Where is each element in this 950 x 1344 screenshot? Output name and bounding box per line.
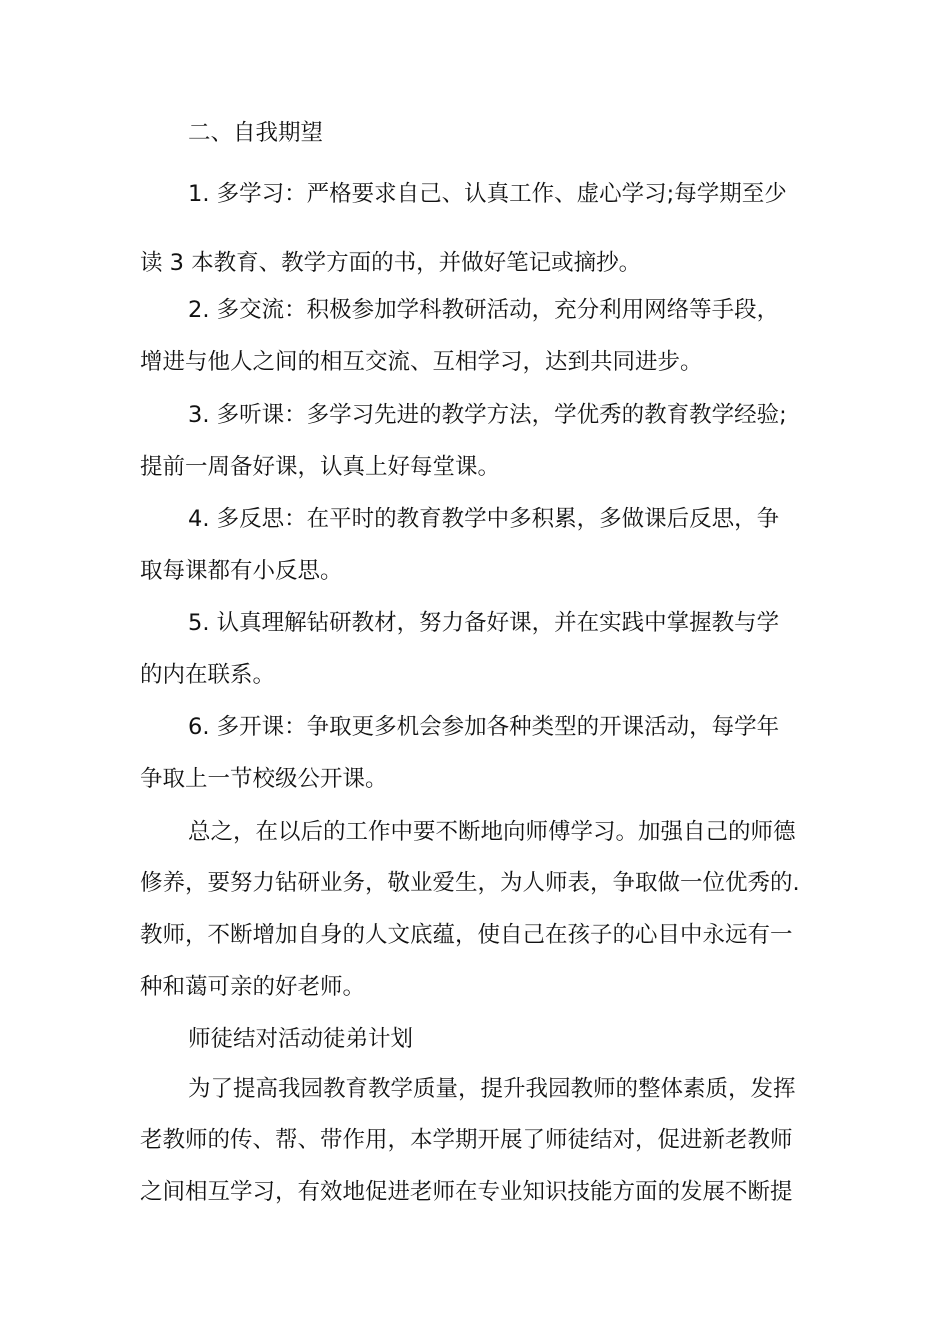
text-line: 1. 多学习：严格要求自己、认真工作、虚心学习;每学期至少 bbox=[188, 181, 787, 207]
section-heading: 二、自我期望 bbox=[188, 120, 324, 146]
text-line: 6. 多开课：争取更多机会参加各种类型的开课活动，每学年 bbox=[188, 714, 780, 740]
text-line: 5. 认真理解钻研教材，努力备好课，并在实践中掌握教与学 bbox=[188, 610, 780, 636]
section-heading: 师徒结对活动徒弟计划 bbox=[188, 1026, 414, 1052]
text-line: 总之，在以后的工作中要不断地向师傅学习。加强自己的师德 bbox=[188, 819, 796, 845]
text-line: 增进与他人之间的相互交流、互相学习，达到共同进步。 bbox=[140, 349, 703, 375]
text-line: 为了提高我园教育教学质量，提升我园教师的整体素质，发挥 bbox=[188, 1076, 796, 1102]
text-line: 教师，不断增加自身的人文底蕴，使自己在孩子的心目中永远有一 bbox=[140, 922, 793, 948]
text-line: 争取上一节校级公开课。 bbox=[140, 766, 388, 792]
text-line: 老教师的传、帮、带作用，本学期开展了师徒结对，促进新老教师 bbox=[140, 1127, 793, 1153]
text-line: 读 3 本教育、教学方面的书，并做好笔记或摘抄。 bbox=[140, 250, 642, 276]
text-line: 4. 多反思：在平时的教育教学中多积累，多做课后反思，争 bbox=[188, 506, 780, 532]
text-line: 种和蔼可亲的好老师。 bbox=[140, 974, 366, 1000]
text-line: 2. 多交流：积极参加学科教研活动，充分利用网络等手段， bbox=[188, 297, 780, 323]
text-line: 之间相互学习，有效地促进老师在专业知识技能方面的发展不断提 bbox=[140, 1179, 793, 1205]
text-line: 取每课都有小反思。 bbox=[140, 558, 343, 584]
text-line: 3. 多听课：多学习先进的教学方法，学优秀的教育教学经验; bbox=[188, 402, 787, 428]
text-line: 的内在联系。 bbox=[140, 662, 276, 688]
text-line: 修养，要努力钻研业务，敬业爱生，为人师表，争取做一位优秀的. bbox=[140, 870, 800, 896]
text-line: 提前一周备好课，认真上好每堂课。 bbox=[140, 454, 501, 480]
